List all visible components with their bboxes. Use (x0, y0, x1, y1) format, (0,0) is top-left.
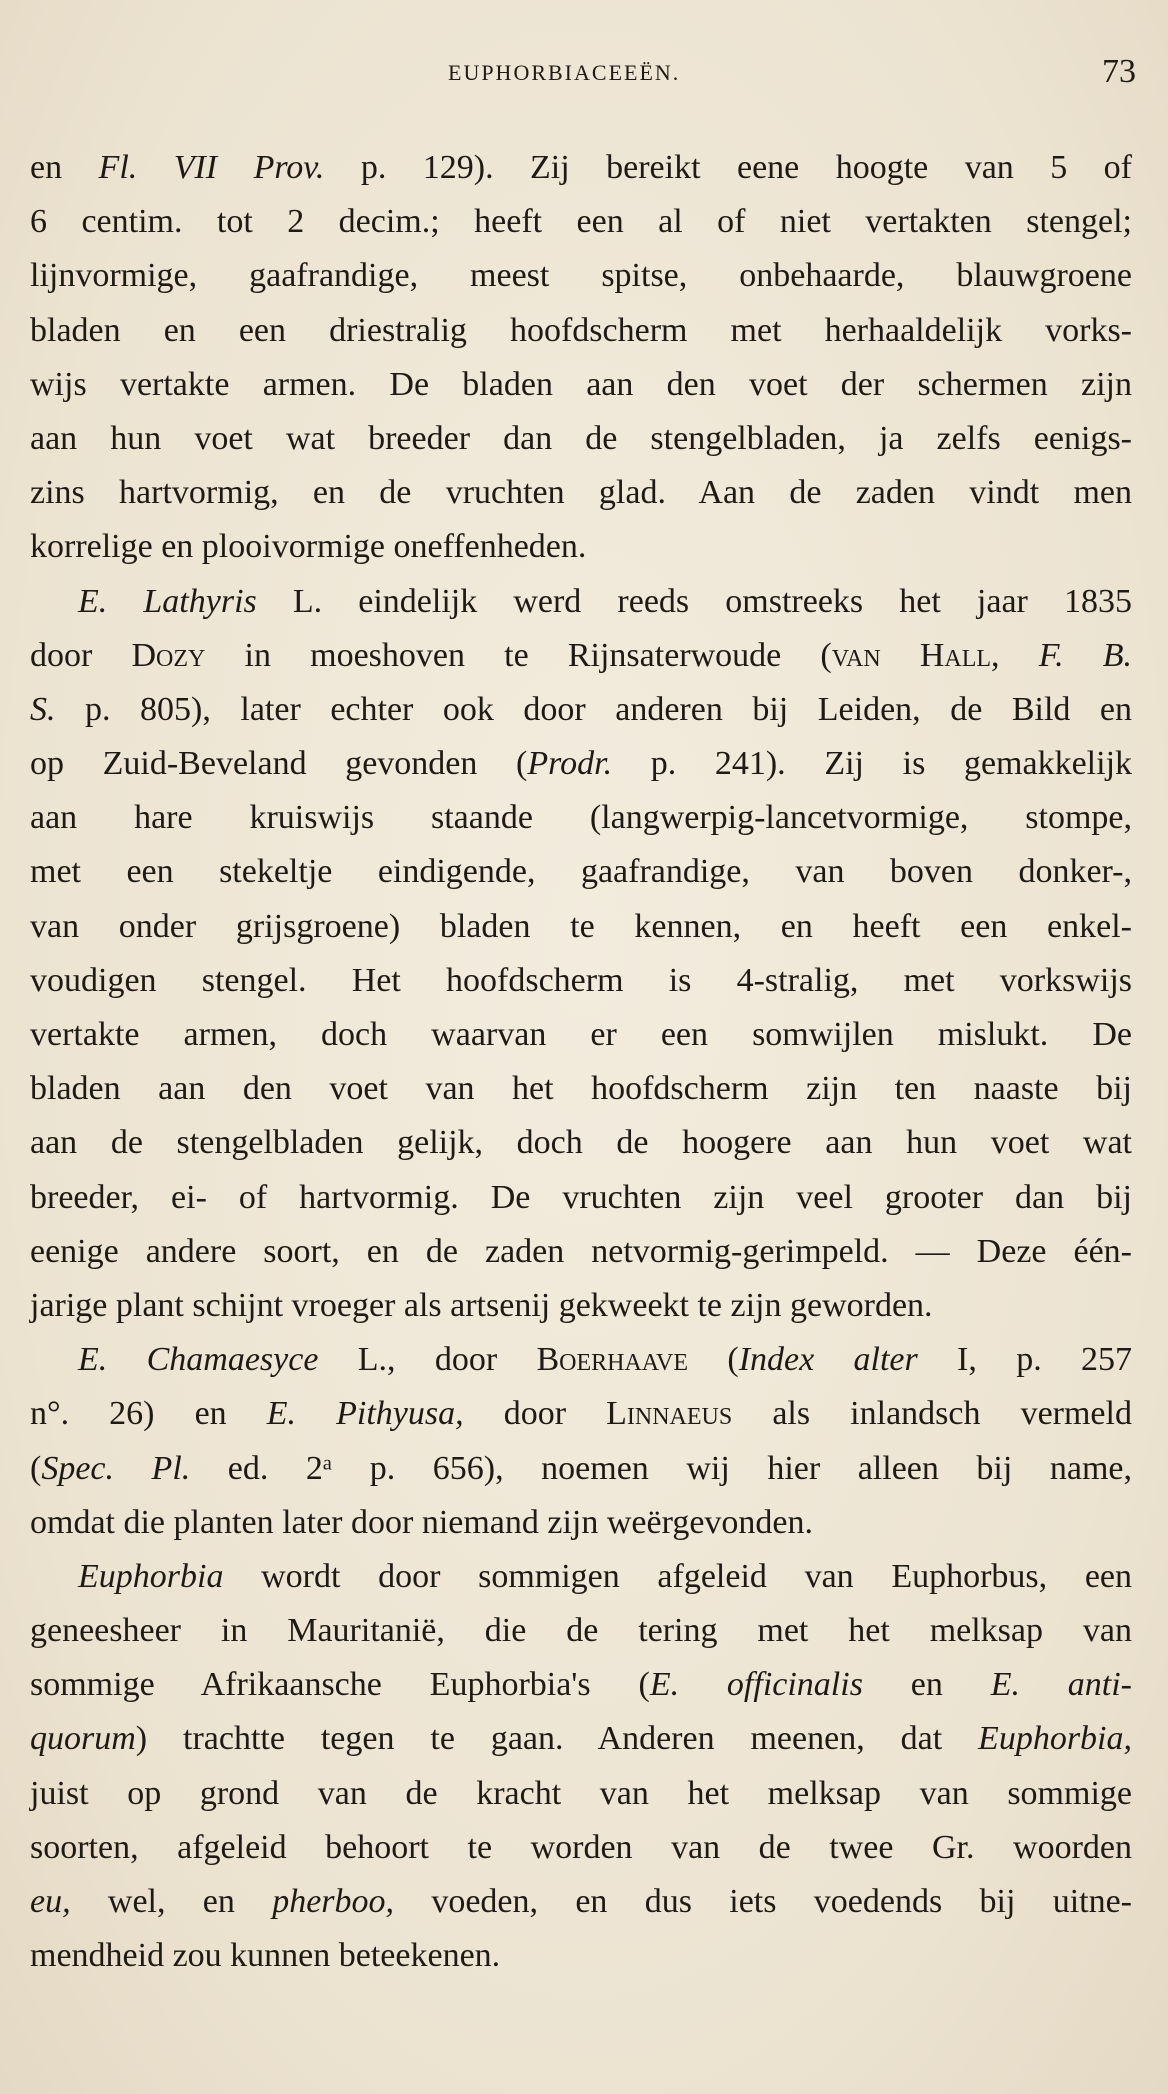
smallcaps-name: Boerhaave (536, 1341, 689, 1379)
text-segment: p. 805), later echter ook door anderen bij Leiden, de Bild en (55, 690, 1132, 728)
text-segment: , (991, 636, 1039, 674)
italic-text: E. anti- (990, 1666, 1132, 1704)
text-segment: eenige andere soort, en de zaden netvormig-gerimpeld. — Deze één- (30, 1232, 1132, 1270)
text-segment: p. 241). Zij is gemakkelijk (612, 745, 1133, 783)
text-segment: door (30, 636, 132, 674)
text-line (30, 304, 1132, 358)
text-segment: ( (688, 1341, 739, 1379)
text-segment: p. 129). Zij bereikt eene hoogte van 5 of (324, 149, 1132, 186)
text-segment: sommige Afrikaansche Euphorbia's ( (30, 1666, 650, 1704)
text-line (30, 1116, 1132, 1170)
smallcaps-name: Dozy (131, 636, 206, 674)
text-segment: aan de stengelbladen gelijk, doch de hoogere aan hun voet wat (30, 1124, 1132, 1162)
text-segment: en (862, 1666, 991, 1704)
text-segment: korrelige en plooivormige oneffenheden. (30, 528, 587, 566)
text-line (30, 1225, 1132, 1279)
text-segment: bladen en een driestralig hoofdscherm met herhaaldelijk vorks- (30, 311, 1132, 349)
text-line (30, 683, 1132, 737)
text-line (30, 1929, 1132, 1983)
text-line (30, 1171, 1132, 1225)
text-line (30, 1496, 1132, 1550)
body-text (30, 141, 1132, 1983)
text-line (30, 358, 1132, 412)
text-segment: aan hare kruiswijs staande (langwerpig-lancetvormige, stompe, (30, 799, 1132, 837)
text-line (30, 1875, 1132, 1929)
italic-text: Prodr. (527, 745, 613, 783)
text-segment: L., door (318, 1341, 537, 1379)
smallcaps-name: van Hall (831, 636, 992, 674)
text-line (30, 1442, 1132, 1496)
text-segment: voeden, en dus iets voedends bij uitne- (394, 1883, 1132, 1920)
italic-text: Fl. VII Prov. (98, 149, 325, 186)
text-line (30, 520, 1132, 574)
text-line (30, 1604, 1132, 1658)
text-segment: mendheid zou kunnen beteekenen. (30, 1937, 501, 1975)
text-segment: ed. 2ᵃ p. 656), noemen wij hier alleen bij name, (190, 1449, 1132, 1487)
text-line (30, 1387, 1132, 1441)
text-segment: wel, en (70, 1883, 273, 1920)
text-line (30, 1550, 1132, 1604)
text-segment: lijnvormige, gaafrandige, meest spitse, onbehaarde, blauwgroene (30, 257, 1132, 295)
text-segment: en (30, 149, 99, 186)
text-segment: wordt door sommigen afgeleid van Euphorbus, een (223, 1557, 1132, 1595)
text-line (30, 791, 1132, 845)
italic-text: E. officinalis (649, 1666, 863, 1704)
text-line (30, 1821, 1132, 1875)
text-line (30, 249, 1132, 303)
smallcaps-name: Linnaeus (606, 1395, 733, 1433)
text-segment: soorten, afgeleid behoort te worden van de twee Gr. woorden (30, 1828, 1132, 1866)
italic-text: E. Chamaesyce (78, 1341, 319, 1379)
text-segment: omdat die planten later door niemand zijn weërgevonden. (30, 1503, 813, 1541)
text-line (30, 141, 1132, 195)
italic-text: S. (30, 690, 56, 728)
text-segment: 6 centim. tot 2 decim.; heeft een al of niet vertakten stengel; (30, 203, 1132, 241)
text-line (30, 195, 1132, 249)
text-segment: door (463, 1395, 607, 1433)
text-segment: jarige plant schijnt vroeger als artsenij gekweekt te zijn geworden. (30, 1286, 933, 1324)
text-segment: met een stekeltje eindigende, gaafrandige, van boven donker-, (30, 853, 1132, 891)
text-segment: I, p. 257 (917, 1341, 1133, 1379)
text-line (30, 1712, 1132, 1766)
text-line (30, 575, 1132, 629)
italic-text: E. Pithyusa, (266, 1395, 464, 1433)
text-segment: bladen aan den voet van het hoofdscherm zijn ten naaste bij (30, 1070, 1132, 1108)
text-line (30, 900, 1132, 954)
text-segment: ( (30, 1449, 42, 1487)
italic-text: quorum (30, 1720, 136, 1758)
text-line (30, 1658, 1132, 1712)
text-segment: wijs vertakte armen. De bladen aan den voet der schermen zijn (30, 365, 1132, 403)
text-segment: voudigen stengel. Het hoofdscherm is 4-stralig, met vorkswijs (30, 961, 1132, 999)
text-line (30, 1008, 1132, 1062)
text-segment: zins hartvormig, en de vruchten glad. Aan de zaden vindt men (30, 474, 1132, 512)
italic-text: Index alter (738, 1341, 918, 1379)
text-segment: vertakte armen, doch waarvan er een somwijlen mislukt. De (30, 1016, 1132, 1053)
text-line (30, 1333, 1132, 1387)
text-line (30, 845, 1132, 899)
text-segment: n°. 26) en (30, 1395, 267, 1433)
italic-text: pherboo, (272, 1883, 395, 1920)
text-segment: van onder grijsgroene) bladen te kennen, en heeft een enkel- (30, 907, 1132, 945)
italic-text: Euphorbia, (978, 1720, 1132, 1758)
text-segment: juist op grond van de kracht van het melksap van sommige (30, 1774, 1132, 1812)
text-line (30, 954, 1132, 1008)
text-line (30, 629, 1132, 683)
running-head: EUPHORBIACEEËN. (448, 60, 681, 85)
text-line (30, 737, 1132, 791)
italic-text: E. Lathyris (78, 582, 257, 620)
italic-text: Spec. Pl. (41, 1449, 191, 1487)
page-number: 73 (1102, 53, 1136, 90)
italic-text: F. B. (1038, 636, 1133, 674)
italic-text: Euphorbia (78, 1557, 224, 1595)
text-segment: ) trachtte tegen te gaan. Anderen meenen, dat (135, 1720, 979, 1758)
text-segment: L. eindelijk werd reeds omstreeks het jaar 1835 (256, 582, 1132, 620)
text-line (30, 466, 1132, 520)
text-line (30, 412, 1132, 466)
text-segment: in moeshoven te Rijnsaterwoude ( (205, 636, 832, 674)
text-line (30, 1062, 1132, 1116)
text-segment: als inlandsch vermeld (732, 1395, 1132, 1433)
text-segment: op Zuid-Beveland gevonden ( (30, 745, 528, 783)
text-line (30, 1279, 1132, 1333)
text-line (30, 1767, 1132, 1821)
text-segment: aan hun voet wat breeder dan de stengelbladen, ja zelfs eenigs- (30, 419, 1132, 457)
text-segment: breeder, ei- of hartvormig. De vruchten zijn veel grooter dan bij (30, 1178, 1132, 1216)
italic-text: eu, (30, 1883, 71, 1920)
text-segment: geneesheer in Mauritanië, die de tering met het melksap van (30, 1612, 1132, 1650)
